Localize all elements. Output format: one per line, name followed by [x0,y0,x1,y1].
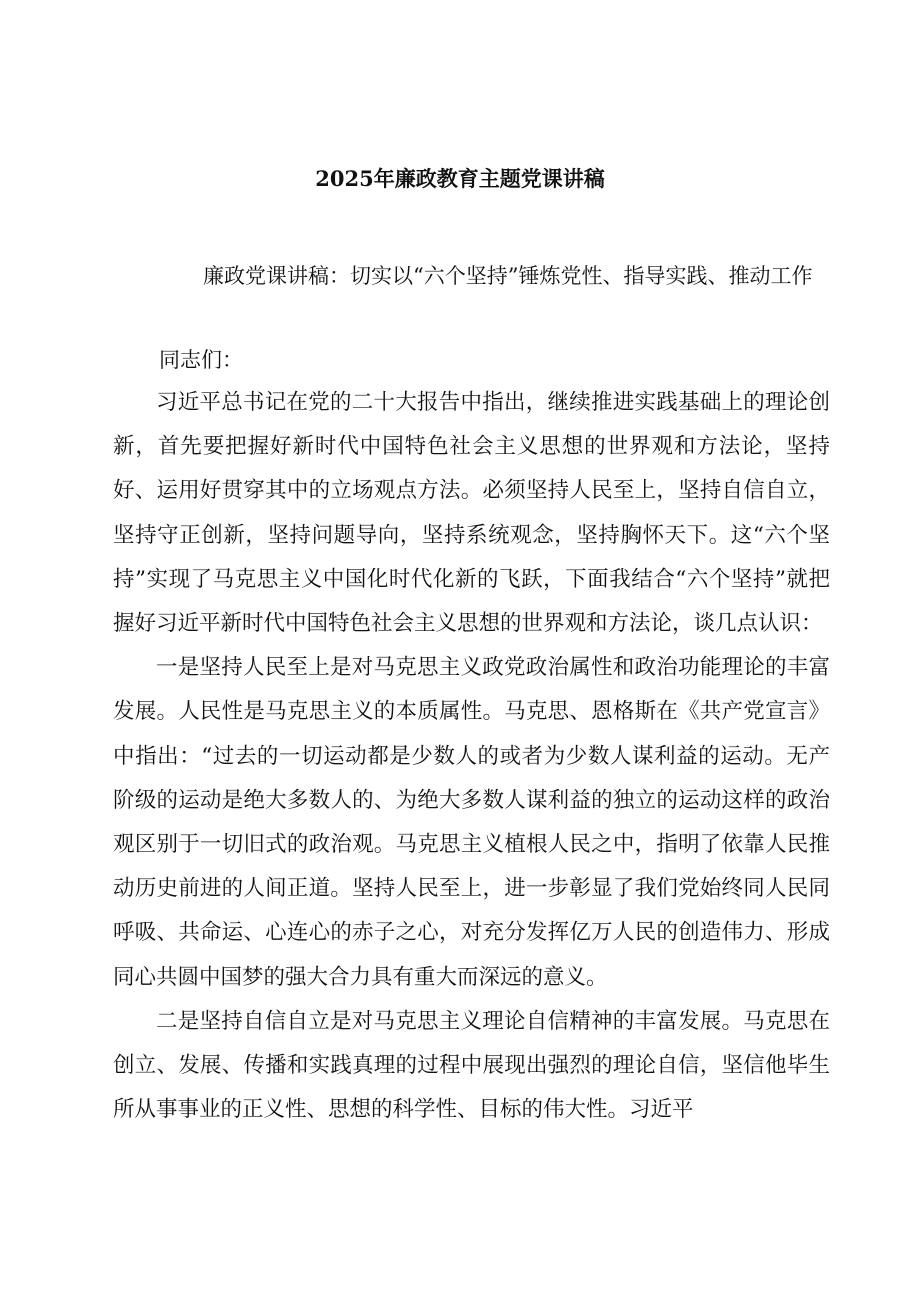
paragraph-point-one: 一是坚持人民至上是对马克思主义政党政治属性和政治功能理论的丰富发展。人民性是马克思主义的本质属性。马克思、恩格斯在《共产党宣言》中指出：“过去的一切运动都是少数人的或者为少数人谋利益的运动。无产阶级的运动是绝大多数人的、为绝大多数人谋利益的独立的运动这样的政治观区别于一切旧式的政治观。马克思主义植根人民之中，指明了依靠人民推动历史前进的人间正道。坚持人民至上，进一步彰显了我们党始终同人民同呼吸、共命运、心连心的赤子之心，对充分发挥亿万人民的创造伟力、形成同心共圆中国梦的强大合力具有重大而深远的意义。 [113,655,830,990]
paragraph-intro: 习近平总书记在党的二十大报告中指出，继续推进实践基础上的理论创新，首先要把握好新时代中国特色社会主义思想的世界观和方法论，坚持好、运用好贯穿其中的立场观点方法。必须坚持人民至上，坚持自信自立，坚持守正创新，坚持问题导向，坚持系统观念，坚持胸怀天下。这“六个坚持”实现了马克思主义中国化时代化新的飞跃，下面我结合“六个坚持”就把握好习近平新时代中国特色社会主义思想的世界观和方法论，谈几点认识： [113,390,830,637]
paragraph-point-two: 二是坚持自信自立是对马克思主义理论自信精神的丰富发展。马克思在创立、发展、传播和实践真理的过程中展现出强烈的理论自信，坚信他毕生所从事事业的正义性、思想的科学性、目标的伟大性。习近平 [113,1008,830,1123]
document-title: 2025年廉政教育主题党课讲稿 [315,166,605,191]
document-subtitle: 廉政党课讲稿：切实以“六个坚持”锤炼党性、指导实践、推动工作 [203,264,813,288]
greeting: 同志们： [159,348,243,372]
document-body [113,381,830,1132]
